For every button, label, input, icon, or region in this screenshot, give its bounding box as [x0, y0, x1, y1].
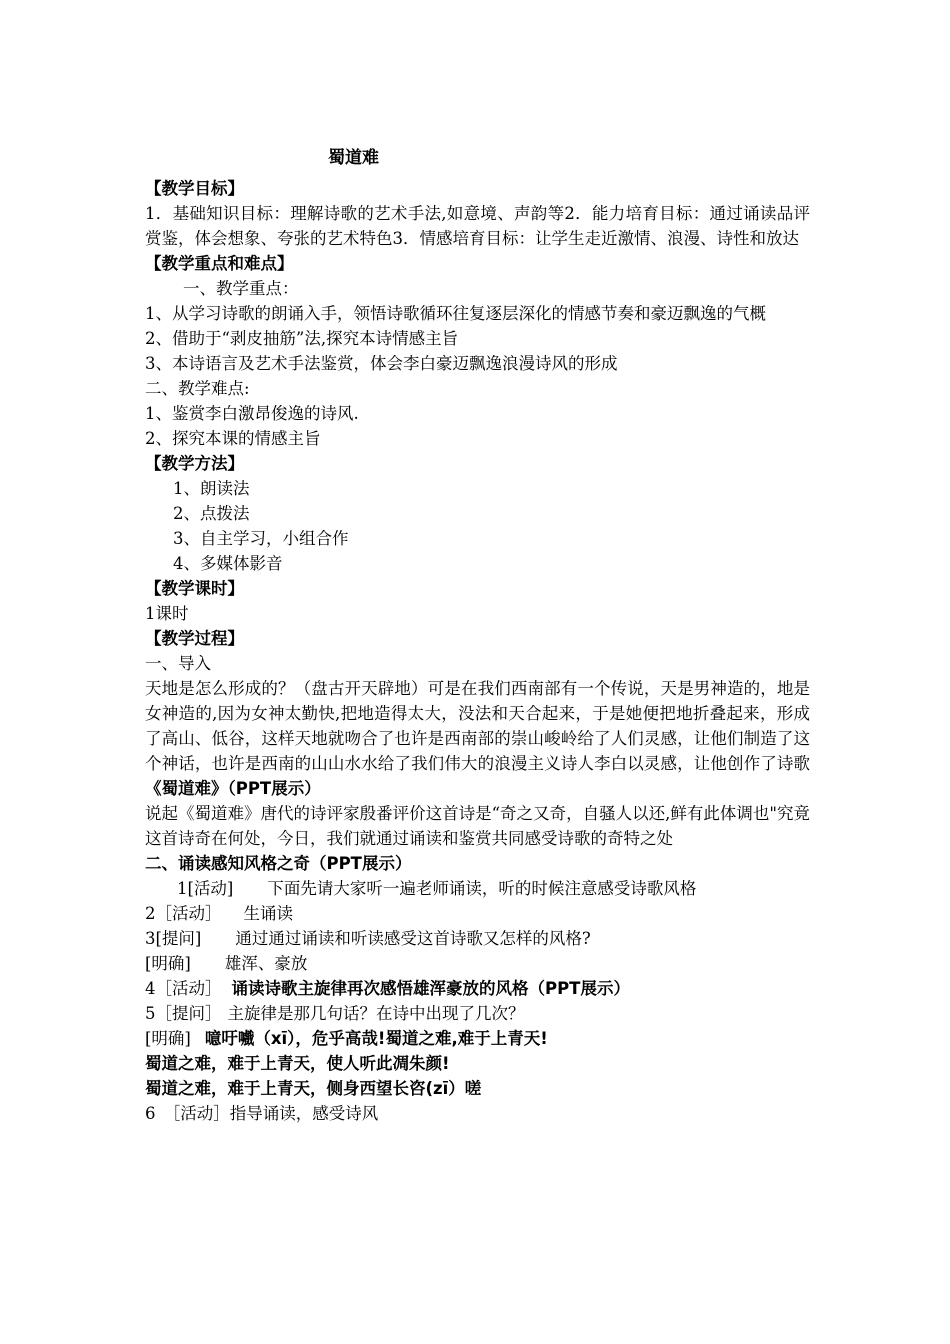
activity-text: 主旋律是那几句话？在诗中出现了几次？ — [227, 1004, 525, 1023]
method-item: 3、自主学习，小组合作 — [173, 529, 349, 548]
activity-text: 雄浑、豪放 — [224, 954, 308, 973]
activity-1 — [145, 876, 810, 901]
intro-text: 天地是怎么形成的？（盘古开天辟地）可是在我们西南部有一个传说，天是男神造的，地是女神造的,因为女神太勤快,把地造得太大，没法和天合起来，于是她便把地折叠起来，形成了高山、低谷，这样天地就吻合了也许是西南部的崇山峻岭给了人们灵感，让他们制造了这个神话，也许是西南的山山水水给了我们伟大的浪漫主义诗人李白以灵感，让他创作了诗歌 — [145, 679, 810, 773]
class-hours-text: 1课时 — [145, 604, 189, 623]
activity-text: 通过通过诵读和听读感受这首诗歌又怎样的风格? — [235, 929, 591, 948]
method-item: 4、多媒体影音 — [173, 554, 283, 573]
key-point-2: 2、借助于“剥皮抽筋”法,探究本诗情感主旨 — [145, 329, 459, 348]
document-body — [145, 176, 810, 1126]
key-point-1: 1、从学习诗歌的朗诵入手，领悟诗歌循环往复逐层深化的情感节奏和豪迈飘逸的气概 — [145, 304, 766, 323]
activity-text: 下面先请大家听一遍老师诵读，听的时候注意感受诗歌风格 — [267, 879, 697, 898]
poem-line: 噫吁嚱（xī），危乎高哉!蜀道之难,难于上青天! — [204, 1029, 548, 1048]
difficulty-subheading: 二、教学难点: — [145, 379, 250, 398]
activity-text: 指导诵读，感受诗风 — [229, 1104, 379, 1123]
activity-label: [明确] — [145, 954, 191, 973]
method-item: 2、点拨法 — [173, 504, 250, 523]
poem-line: 蜀道之难，难于上青天，使人听此凋朱颜! — [145, 1054, 450, 1073]
intro-subheading: 一、导入 — [145, 654, 211, 673]
reading-subheading: 二、诵读感知风格之奇（PPT展示） — [145, 854, 412, 873]
key-point-3: 3、本诗语言及艺术手法鉴赏，体会李白豪迈飘逸浪漫诗风的形成 — [145, 354, 618, 373]
activity-4 — [145, 976, 810, 1001]
activity-2 — [145, 901, 810, 926]
page-title: 蜀道难 — [328, 148, 379, 168]
activity-label: 5［提问］ — [145, 1004, 222, 1023]
activity-label: 1[活动] — [177, 879, 234, 898]
goals-text: 1．基础知识目标：理解诗歌的艺术手法,如意境、声韵等2．能力培育目标：通过诵读品评赏鉴，体会想象、夸张的艺术特色3．情感培育目标：让学生走近激情、浪漫、诗性和放达 — [145, 204, 810, 248]
poem-line: 蜀道之难，难于上青天，侧身西望长咨(zī）嗟 — [145, 1079, 482, 1098]
activity-label: 2［活动］ — [145, 904, 222, 923]
activity-text: 诵读诗歌主旋律再次感悟雄浑豪放的风格（PPT展示） — [231, 979, 630, 998]
section-heading-class-hours: 【教学课时】 — [145, 579, 244, 598]
question-3 — [145, 926, 810, 951]
question-5 — [145, 1001, 810, 1026]
intro-paragraph — [145, 676, 810, 801]
section-heading-methods: 【教学方法】 — [145, 454, 244, 473]
intro-text-ppt: 《蜀道难》（PPT展示） — [145, 779, 321, 798]
intro-paragraph-2: 说起《蜀道难》唐代的诗评家殷番评价这首诗是“奇之又奇，自骚人以还,鲜有此体调也"究竟这首诗奇在何处，今日，我们就通过诵读和鉴赏共同感受诗歌的奇特之处 — [145, 804, 810, 848]
difficulty-1: 1、鉴赏李白激昂俊逸的诗风. — [145, 404, 359, 423]
difficulty-2: 2、探究本课的情感主旨 — [145, 429, 321, 448]
key-points-subheading: 一、教学重点： — [183, 279, 299, 298]
activity-text: 生诵读 — [243, 904, 293, 923]
activity-label: 3[提问] — [145, 929, 202, 948]
answer-3 — [145, 951, 810, 976]
activity-label: [明确] — [145, 1029, 191, 1048]
activity-6 — [145, 1101, 810, 1126]
section-heading-goals: 【教学目标】 — [145, 179, 244, 198]
section-heading-key-points: 【教学重点和难点】 — [145, 254, 294, 273]
section-heading-process: 【教学过程】 — [145, 629, 244, 648]
answer-5 — [145, 1026, 810, 1051]
activity-label: 4［活动］ — [145, 979, 222, 998]
activity-label: 6 ［活动］ — [145, 1104, 230, 1123]
method-item: 1、朗读法 — [173, 479, 250, 498]
